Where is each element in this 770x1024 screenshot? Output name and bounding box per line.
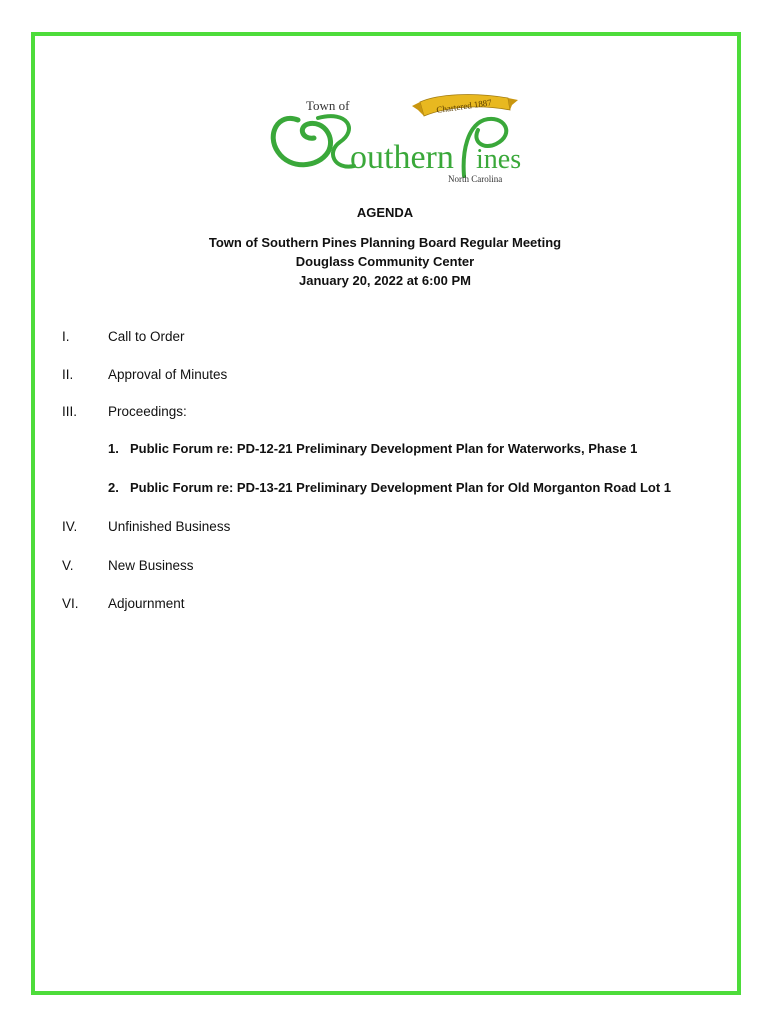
agenda-item-proceedings: Proceedings:: [108, 404, 187, 419]
agenda-item-approval-of-minutes: Approval of Minutes: [108, 367, 228, 382]
proceeding-item-old-morganton: Public Forum re: PD-13-21 Preliminary Development Plan for Old Morganton Road Lot 1: [130, 480, 672, 495]
logo-swoosh-s: [273, 118, 330, 164]
agenda-item-new-business: New Business: [108, 558, 194, 573]
meeting-venue: Douglass Community Center: [295, 254, 475, 269]
agenda-title: AGENDA: [356, 205, 414, 220]
agenda-item-unfinished-business: Unfinished Business: [108, 519, 231, 534]
proceeding-item-waterworks: Public Forum re: PD-12-21 Preliminary Development Plan for Waterworks, Phase 1: [130, 441, 638, 456]
proceeding-number: 1.: [108, 441, 119, 456]
logo-state: North Carolina: [448, 174, 503, 184]
agenda-numeral: II.: [62, 367, 74, 382]
logo-name-pines: ines: [476, 144, 522, 175]
agenda-numeral: VI.: [62, 596, 79, 611]
agenda-item-call-to-order: Call to Order: [108, 329, 185, 344]
meeting-date: January 20, 2022 at 6:00 PM: [299, 273, 471, 288]
agenda-numeral: I.: [62, 329, 70, 344]
agenda-item-adjournment: Adjournment: [108, 596, 185, 611]
town-logo: [258, 90, 523, 185]
logo-town-of: Town of: [306, 98, 350, 113]
agenda-numeral: V.: [62, 558, 74, 573]
meeting-title: Town of Southern Pines Planning Board Regular Meeting: [208, 235, 562, 250]
town-logo-graphic: [258, 90, 523, 185]
chartered-ribbon: [412, 95, 518, 116]
logo-chartered: Chartered 1887: [435, 97, 493, 115]
proceeding-number: 2.: [108, 480, 119, 495]
agenda-numeral: IV.: [62, 519, 78, 534]
agenda-numeral: III.: [62, 404, 78, 419]
logo-name-southern: outhern: [350, 139, 454, 176]
